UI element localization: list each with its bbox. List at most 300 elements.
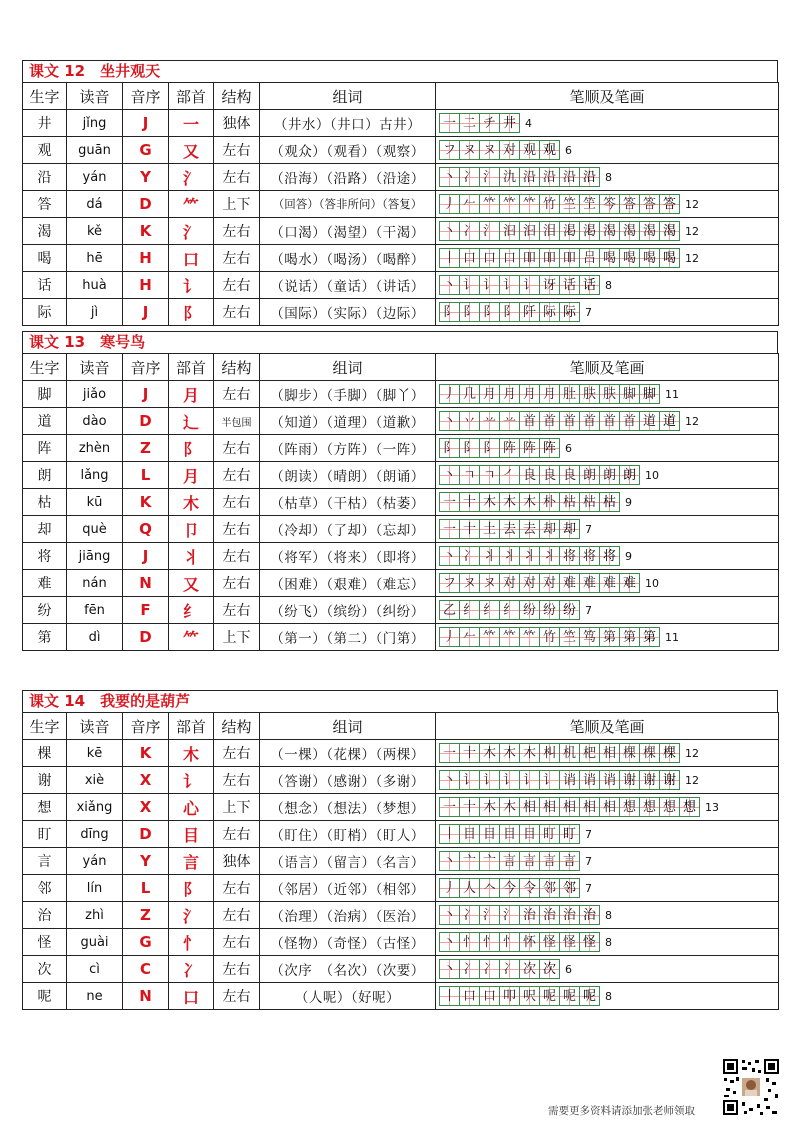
pinyin-cell: hē (67, 245, 123, 272)
stroke-step-box: 今 (499, 878, 520, 898)
stroke-count: 10 (645, 468, 659, 482)
radical-cell: 一 (169, 110, 214, 137)
sequence-cell: N (123, 570, 169, 597)
radical-cell: 丬 (169, 543, 214, 570)
sequence-cell: D (123, 408, 169, 435)
radical-cell: 又 (169, 570, 214, 597)
footer-note: 需要更多资料请添加张老师领取 (548, 1105, 695, 1117)
stroke-step-box: 话 (559, 275, 580, 295)
stroke-step-box: 棵 (619, 743, 640, 763)
stroke-count: 12 (685, 251, 699, 265)
header-pinyin: 读音 (67, 713, 123, 740)
stroke-step-box: チ (479, 113, 500, 133)
stroke-step-box: 竺 (559, 627, 580, 647)
stroke-step-box: 十 (459, 743, 480, 763)
stroke-step-box: 际 (559, 302, 580, 322)
sequence-cell: J (123, 110, 169, 137)
stroke-step-box: 口 (459, 248, 480, 268)
table-row (23, 516, 779, 543)
words-cell: （一棵）（花棵）（两棵） (260, 740, 436, 767)
lesson-12 (22, 60, 778, 326)
stroke-order-cell (436, 794, 779, 821)
character-cell: 渴 (23, 218, 67, 245)
header-strokes: 笔顺及笔画 (436, 713, 779, 740)
stroke-step-box: 相 (599, 797, 620, 817)
stroke-step-box: 纷 (539, 600, 560, 620)
stroke-step-box: 目 (479, 824, 500, 844)
stroke-step-box: 木 (479, 492, 500, 512)
character-cell: 治 (23, 902, 67, 929)
radical-cell: 阝 (169, 435, 214, 462)
pinyin-cell: yán (67, 164, 123, 191)
header-char: 生字 (23, 354, 67, 381)
stroke-step-box: 䒑 (499, 411, 520, 431)
stroke-step-box: 丬 (479, 546, 500, 566)
stroke-step-box: 几 (459, 384, 480, 404)
sequence-cell: G (123, 929, 169, 956)
stroke-step-box: 第 (599, 627, 620, 647)
stroke-step-box: 目 (499, 824, 520, 844)
pinyin-cell: lǎng (67, 462, 123, 489)
stroke-step-box: 丷 (459, 411, 480, 431)
stroke-count: 12 (685, 414, 699, 428)
pinyin-cell: dīng (67, 821, 123, 848)
stroke-step-box: 竹 (539, 194, 560, 214)
radical-cell: 卩 (169, 516, 214, 543)
structure-cell: 左右 (214, 929, 260, 956)
table-row (23, 794, 779, 821)
sequence-cell: Z (123, 435, 169, 462)
stroke-step-box: 笃 (579, 627, 600, 647)
stroke-step-box: 口 (499, 248, 520, 268)
character-table (22, 353, 779, 651)
table-row (23, 299, 779, 326)
words-cell: （怪物）（奇怪）（古怪） (260, 929, 436, 956)
pinyin-cell: jì (67, 299, 123, 326)
character-cell: 沿 (23, 164, 67, 191)
sequence-cell: Y (123, 848, 169, 875)
stroke-step-box: 吕 (579, 248, 600, 268)
stroke-order-cell (436, 137, 779, 164)
character-cell: 怪 (23, 929, 67, 956)
sequence-cell: Q (123, 516, 169, 543)
stroke-order-cell (436, 740, 779, 767)
stroke-step-box: 喝 (599, 248, 620, 268)
table-row (23, 929, 779, 956)
structure-cell: 左右 (214, 299, 260, 326)
words-cell: （治理）（治病）（医治） (260, 902, 436, 929)
sequence-cell: K (123, 489, 169, 516)
stroke-step-box: 丶 (439, 851, 460, 871)
radical-cell: 忄 (169, 929, 214, 956)
stroke-step-box: 十 (459, 519, 480, 539)
character-cell: 呢 (23, 983, 67, 1010)
words-cell: （脚步）（手脚）（脚丫） (260, 381, 436, 408)
sequence-cell: N (123, 983, 169, 1010)
sequence-cell: F (123, 597, 169, 624)
stroke-step-box: 阝 (459, 302, 480, 322)
stroke-order-cell (436, 570, 779, 597)
pinyin-cell: zhì (67, 902, 123, 929)
radical-cell: 氵 (169, 902, 214, 929)
stroke-order-cell (436, 299, 779, 326)
stroke-step-box: 治 (559, 905, 580, 925)
stroke-step-box: 讠 (519, 770, 540, 790)
stroke-step-box: 吅 (539, 248, 560, 268)
stroke-step-box: 邻 (559, 878, 580, 898)
words-cell: （枯草）（干枯）（枯萎） (260, 489, 436, 516)
stroke-step-box: 吅 (519, 248, 540, 268)
stroke-step-box: 汩 (519, 221, 540, 241)
stroke-step-box: 阝 (479, 438, 500, 458)
header-row (23, 354, 779, 381)
stroke-step-box: 丶 (439, 959, 460, 979)
stroke-step-box: 一 (439, 519, 460, 539)
stroke-order-cell (436, 767, 779, 794)
stroke-step-box: 阡 (519, 302, 540, 322)
table-row (23, 767, 779, 794)
character-cell: 纷 (23, 597, 67, 624)
stroke-step-box: 木 (479, 743, 500, 763)
words-cell: （想念）（想法）（梦想） (260, 794, 436, 821)
header-words: 组词 (260, 83, 436, 110)
stroke-count: 7 (585, 603, 592, 617)
structure-cell: 左右 (214, 272, 260, 299)
stroke-count: 13 (705, 800, 719, 814)
character-cell: 观 (23, 137, 67, 164)
radical-cell: ⺮ (169, 624, 214, 651)
stroke-step-box: 沿 (519, 167, 540, 187)
stroke-step-box: 口 (459, 986, 480, 1006)
stroke-step-box: 讠 (519, 275, 540, 295)
stroke-step-box: 怀 (519, 932, 540, 952)
stroke-step-box: 将 (579, 546, 600, 566)
pinyin-cell: guān (67, 137, 123, 164)
stroke-step-box: 讠 (499, 770, 520, 790)
stroke-step-box: 阵 (519, 438, 540, 458)
words-cell: （人呢）（好呢） (260, 983, 436, 1010)
stroke-order-cell (436, 821, 779, 848)
stroke-step-box: 笒 (599, 194, 620, 214)
stroke-step-box: 丶 (439, 221, 460, 241)
stroke-step-box: 丶 (439, 411, 460, 431)
stroke-step-box: 朻 (539, 743, 560, 763)
stroke-step-box: 想 (619, 797, 640, 817)
structure-cell: 左右 (214, 956, 260, 983)
stroke-step-box: 答 (619, 194, 640, 214)
stroke-step-box: 难 (599, 573, 620, 593)
stroke-step-box: フ (439, 140, 460, 160)
sequence-cell: C (123, 956, 169, 983)
stroke-step-box: 阝 (479, 302, 500, 322)
character-cell: 话 (23, 272, 67, 299)
stroke-step-box: 朗 (619, 465, 640, 485)
stroke-step-box: 丨 (439, 248, 460, 268)
stroke-step-box: 𠆢 (479, 878, 500, 898)
pinyin-cell: dì (67, 624, 123, 651)
structure-cell: 左右 (214, 740, 260, 767)
stroke-step-box: 盯 (559, 824, 580, 844)
words-cell: （知道）（道理）（道歉） (260, 408, 436, 435)
stroke-step-box: 丨 (439, 986, 460, 1006)
words-cell: （冷却）（了却）（忘却） (260, 516, 436, 543)
words-cell: （口渴）（渴望）（干渴） (260, 218, 436, 245)
stroke-step-box: 言 (519, 851, 540, 871)
stroke-step-box: 冫 (459, 221, 480, 241)
stroke-step-box: 治 (579, 905, 600, 925)
stroke-step-box: 氵 (479, 905, 500, 925)
pinyin-cell: dá (67, 191, 123, 218)
header-pinyin: 读音 (67, 83, 123, 110)
stroke-step-box: 木 (519, 492, 540, 512)
stroke-step-box: 难 (579, 573, 600, 593)
table-row (23, 489, 779, 516)
stroke-step-box: 谢 (659, 770, 680, 790)
stroke-step-box: 枯 (559, 492, 580, 512)
stroke-step-box: 𠂉 (459, 194, 480, 214)
stroke-step-box: 忄 (499, 932, 520, 952)
stroke-step-box: 月 (499, 384, 520, 404)
words-cell: （答谢）（感谢）（多谢） (260, 767, 436, 794)
header-seq: 音序 (123, 354, 169, 381)
stroke-step-box: 怪 (559, 932, 580, 952)
character-cell: 盯 (23, 821, 67, 848)
stroke-step-box: 喝 (619, 248, 640, 268)
character-cell: 答 (23, 191, 67, 218)
stroke-step-box: 呢 (559, 986, 580, 1006)
radical-cell: 冫 (169, 956, 214, 983)
stroke-step-box: 第 (619, 627, 640, 647)
stroke-step-box: 氵 (479, 221, 500, 241)
stroke-step-box: 肤 (599, 384, 620, 404)
words-cell: （困难）（艰难）（难忘） (260, 570, 436, 597)
stroke-step-box: 木 (519, 743, 540, 763)
stroke-step-box: 𥫗 (499, 194, 520, 214)
stroke-step-box: 想 (659, 797, 680, 817)
stroke-step-box: 诮 (559, 770, 580, 790)
stroke-step-box: 冫 (499, 959, 520, 979)
header-row (23, 713, 779, 740)
stroke-count: 7 (585, 827, 592, 841)
stroke-count: 8 (605, 278, 612, 292)
sequence-cell: J (123, 299, 169, 326)
radical-cell: 月 (169, 462, 214, 489)
stroke-step-box: 𥫗 (499, 627, 520, 647)
stroke-step-box: 对 (519, 573, 540, 593)
stroke-step-box: 𠂉 (459, 627, 480, 647)
stroke-step-box: 次 (519, 959, 540, 979)
stroke-step-box: 首 (599, 411, 620, 431)
sequence-cell: G (123, 137, 169, 164)
radical-cell: 又 (169, 137, 214, 164)
structure-cell: 左右 (214, 597, 260, 624)
stroke-order-cell (436, 110, 779, 137)
structure-cell: 独体 (214, 848, 260, 875)
stroke-step-box: 答 (639, 194, 660, 214)
stroke-step-box: 丶 (439, 546, 460, 566)
stroke-count: 6 (565, 441, 572, 455)
stroke-step-box: 难 (619, 573, 640, 593)
stroke-step-box: 相 (559, 797, 580, 817)
stroke-step-box: 𥫗 (479, 194, 500, 214)
table-row (23, 956, 779, 983)
stroke-order-cell (436, 624, 779, 651)
table-row (23, 821, 779, 848)
stroke-step-box: 阝 (459, 438, 480, 458)
sequence-cell: X (123, 794, 169, 821)
stroke-step-box: 目 (459, 824, 480, 844)
character-cell: 朗 (23, 462, 67, 489)
stroke-order-cell (436, 983, 779, 1010)
stroke-step-box: 首 (619, 411, 640, 431)
stroke-step-box: 第 (639, 627, 660, 647)
stroke-step-box: 阝 (499, 302, 520, 322)
stroke-step-box: 答 (659, 194, 680, 214)
character-cell: 棵 (23, 740, 67, 767)
stroke-step-box: 首 (519, 411, 540, 431)
structure-cell: 左右 (214, 983, 260, 1010)
stroke-step-box: 阵 (539, 438, 560, 458)
structure-cell: 左右 (214, 462, 260, 489)
header-struct: 结构 (214, 354, 260, 381)
sequence-cell: X (123, 767, 169, 794)
sequence-cell: D (123, 624, 169, 651)
sequence-cell: Y (123, 164, 169, 191)
character-cell: 谢 (23, 767, 67, 794)
stroke-step-box: 䒑 (479, 411, 500, 431)
header-row (23, 83, 779, 110)
stroke-step-box: 想 (679, 797, 700, 817)
stroke-step-box: 渴 (639, 221, 660, 241)
radical-cell: 目 (169, 821, 214, 848)
stroke-step-box: 讠 (539, 770, 560, 790)
table-row (23, 435, 779, 462)
stroke-step-box: 丿 (439, 627, 460, 647)
pinyin-cell: què (67, 516, 123, 543)
stroke-order-cell (436, 516, 779, 543)
header-char: 生字 (23, 83, 67, 110)
stroke-step-box: 良 (559, 465, 580, 485)
words-cell: （朗读）（晴朗）（朗诵） (260, 462, 436, 489)
stroke-step-box: 丶 (439, 167, 460, 187)
radical-cell: 木 (169, 489, 214, 516)
stroke-step-box: 肚 (559, 384, 580, 404)
stroke-step-box: 亠 (479, 851, 500, 871)
table-row (23, 218, 779, 245)
stroke-step-box: 际 (539, 302, 560, 322)
radical-cell: 月 (169, 381, 214, 408)
table-row (23, 245, 779, 272)
stroke-step-box: 氿 (499, 167, 520, 187)
structure-cell: 左右 (214, 245, 260, 272)
pinyin-cell: dào (67, 408, 123, 435)
pinyin-cell: zhèn (67, 435, 123, 462)
character-cell: 阵 (23, 435, 67, 462)
character-cell: 枯 (23, 489, 67, 516)
stroke-step-box: 冫 (459, 905, 480, 925)
stroke-step-box: 丶 (439, 905, 460, 925)
stroke-step-box: 杷 (579, 743, 600, 763)
header-struct: 结构 (214, 83, 260, 110)
stroke-step-box: ㇒ (499, 465, 520, 485)
words-cell: （第一）（第二）（门第） (260, 624, 436, 651)
words-cell: （邻居）（近邻）（相邻） (260, 875, 436, 902)
stroke-step-box: 丶 (439, 770, 460, 790)
structure-cell: 左右 (214, 570, 260, 597)
structure-cell: 独体 (214, 110, 260, 137)
stroke-step-box: 诮 (599, 770, 620, 790)
stroke-step-box: 纟 (479, 600, 500, 620)
header-radical: 部首 (169, 354, 214, 381)
stroke-step-box: 首 (559, 411, 580, 431)
character-cell: 道 (23, 408, 67, 435)
structure-cell: 左右 (214, 164, 260, 191)
pinyin-cell: jǐng (67, 110, 123, 137)
stroke-count: 9 (625, 495, 632, 509)
stroke-step-box: 首 (579, 411, 600, 431)
stroke-count: 8 (605, 908, 612, 922)
stroke-step-box: 冫 (459, 546, 480, 566)
table-row (23, 902, 779, 929)
stroke-step-box: 木 (499, 743, 520, 763)
stroke-step-box: ヌ (479, 573, 500, 593)
stroke-step-box: 𥫗 (519, 194, 540, 214)
stroke-step-box: 讠 (479, 770, 500, 790)
stroke-step-box: 一 (439, 113, 460, 133)
radical-cell: 纟 (169, 597, 214, 624)
stroke-step-box: 沿 (579, 167, 600, 187)
stroke-count: 7 (585, 881, 592, 895)
radical-cell: 氵 (169, 218, 214, 245)
stroke-step-box: 话 (579, 275, 600, 295)
sequence-cell: H (123, 245, 169, 272)
character-cell: 喝 (23, 245, 67, 272)
character-cell: 井 (23, 110, 67, 137)
stroke-step-box: 丿 (439, 878, 460, 898)
pinyin-cell: jiǎo (67, 381, 123, 408)
stroke-count: 11 (665, 387, 679, 401)
structure-cell: 左右 (214, 543, 260, 570)
stroke-order-cell (436, 956, 779, 983)
stroke-order-cell (436, 164, 779, 191)
stroke-order-cell (436, 408, 779, 435)
pinyin-cell: kē (67, 740, 123, 767)
stroke-step-box: ㄱ (459, 465, 480, 485)
stroke-step-box: 纷 (559, 600, 580, 620)
stroke-step-box: 丬 (519, 546, 540, 566)
structure-cell: 左右 (214, 435, 260, 462)
stroke-step-box: 观 (519, 140, 540, 160)
radical-cell: 口 (169, 983, 214, 1010)
stroke-count: 8 (605, 989, 612, 1003)
stroke-count: 7 (585, 854, 592, 868)
stroke-step-box: 阝 (439, 438, 460, 458)
table-row (23, 110, 779, 137)
stroke-step-box: 渴 (619, 221, 640, 241)
stroke-step-box: 想 (639, 797, 660, 817)
stroke-step-box: 道 (639, 411, 660, 431)
qr-code (722, 1058, 780, 1116)
radical-cell: 心 (169, 794, 214, 821)
sequence-cell: Z (123, 902, 169, 929)
stroke-step-box: 纟 (499, 600, 520, 620)
structure-cell: 左右 (214, 875, 260, 902)
stroke-step-box: 叩 (499, 986, 520, 1006)
stroke-step-box: 治 (519, 905, 540, 925)
structure-cell: 上下 (214, 794, 260, 821)
header-pinyin: 读音 (67, 354, 123, 381)
stroke-count: 8 (605, 935, 612, 949)
